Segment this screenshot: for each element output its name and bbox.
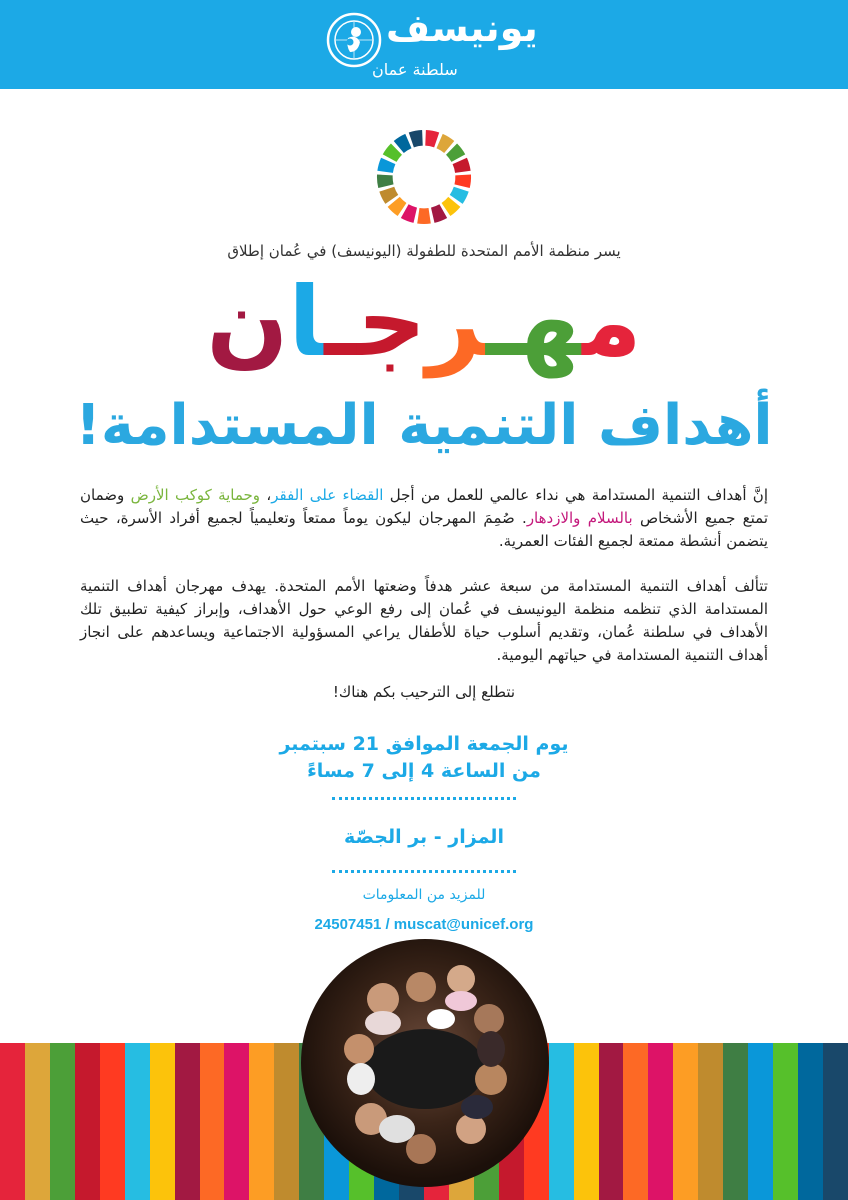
paragraph-2: تتألف أهداف التنمية المستدامة من سبعة عشر هدفاً وضعتها الأمم المتحدة. يهدف مهرجان أهداف التنمية المستدامة الذي تنظمه منظمة اليونيسف في عُمان إلى رفع الوعي حول الأهداف، وإبراز كيفية تطبيق تلك الأهداف في سلطنة عُمان، وتقديم أسلوب حياة للأطفال يراعي المسؤولية الاجتماعية ويساعدهم على انجاز أهداف التنمية المستدامة في حياتهم اليومية. [80,577,768,664]
paragraph-1: إنَّ أهداف التنمية المستدامة هي نداء عالمي للعمل من أجل القضاء على الفقر، وحماية كوكب الأرض وضمان تمتع جميع الأشخاص بالسلام والازدهار. صُمِمَ المهرجان ليكون يوماً ممتعاً وتعليمياً لجميع أفراد الأسرة، حيث يتضمن أنشطة ممتعة لجميع الفئات العمرية. [80,486,769,550]
festival-letter: هـ [486,266,583,378]
headline: أهداف التنمية المستدامة! [75,393,773,458]
sdg-wheel-segment [453,158,471,173]
color-stripe [798,1043,823,1200]
color-stripe [224,1043,249,1200]
festival-letter: ن [206,266,289,378]
color-stripe [549,1043,574,1200]
sdg-wheel-segment [377,158,395,173]
children-circle-photo [301,939,549,1187]
color-stripe [748,1043,773,1200]
children-photo-illustration-icon [301,939,549,1187]
color-stripe [673,1043,698,1200]
color-stripe [0,1043,25,1200]
festival-letter: ا [288,266,325,378]
event-venue: المزار - بر الجصّة [344,826,504,848]
intro-text: يسر منظمة الأمم المتحدة للطفولة (اليونيسف) في عُمان إطلاق [227,242,621,260]
color-stripe [773,1043,798,1200]
sdg-color-wheel-icon [375,128,473,226]
color-stripe [823,1043,848,1200]
welcome-text: نتطلع إلى الترحيب بكم هناك! [332,683,516,701]
color-stripe [200,1043,225,1200]
festival-letter: جـ [324,266,427,378]
highlight-peace: بالسلام والازدهار [526,509,633,527]
color-stripe [698,1043,723,1200]
dotted-divider [332,797,516,800]
color-stripe [25,1043,50,1200]
color-stripe [150,1043,175,1200]
festival-letter: م [582,266,642,378]
highlight-planet: وحماية كوكب الأرض [130,486,261,504]
event-time: من الساعة 4 إلى 7 مساءً [307,760,541,782]
event-date: يوم الجمعة الموافق 21 سبتمبر [279,733,569,755]
sdg-wheel-segment [425,130,439,147]
header-bar [0,0,848,89]
color-stripe [723,1043,748,1200]
festival-title [0,266,848,378]
color-stripe [75,1043,100,1200]
dotted-divider [332,870,516,873]
color-stripe [623,1043,648,1200]
color-stripe [50,1043,75,1200]
color-stripe [648,1043,673,1200]
color-stripe [249,1043,274,1200]
sdg-wheel-segment [417,208,431,224]
color-stripe [125,1043,150,1200]
color-stripe [574,1043,599,1200]
unicef-logo [322,6,538,88]
color-stripe [274,1043,299,1200]
sdg-wheel-segment [454,175,471,189]
sdg-wheel-segment [377,175,394,189]
color-stripe [599,1043,624,1200]
festival-letter: ر [426,266,487,378]
color-stripe [175,1043,200,1200]
contact-info[interactable]: 24507451 / muscat@unicef.org [314,916,534,933]
logo-title: يونيسف [386,6,538,50]
logo-subtitle: سلطنة عمان [372,60,458,79]
more-info-label: للمزيد من المعلومات [362,887,486,903]
highlight-poverty: القضاء على الفقر [271,486,384,504]
color-stripe [100,1043,125,1200]
sdg-wheel-segment [409,130,423,147]
